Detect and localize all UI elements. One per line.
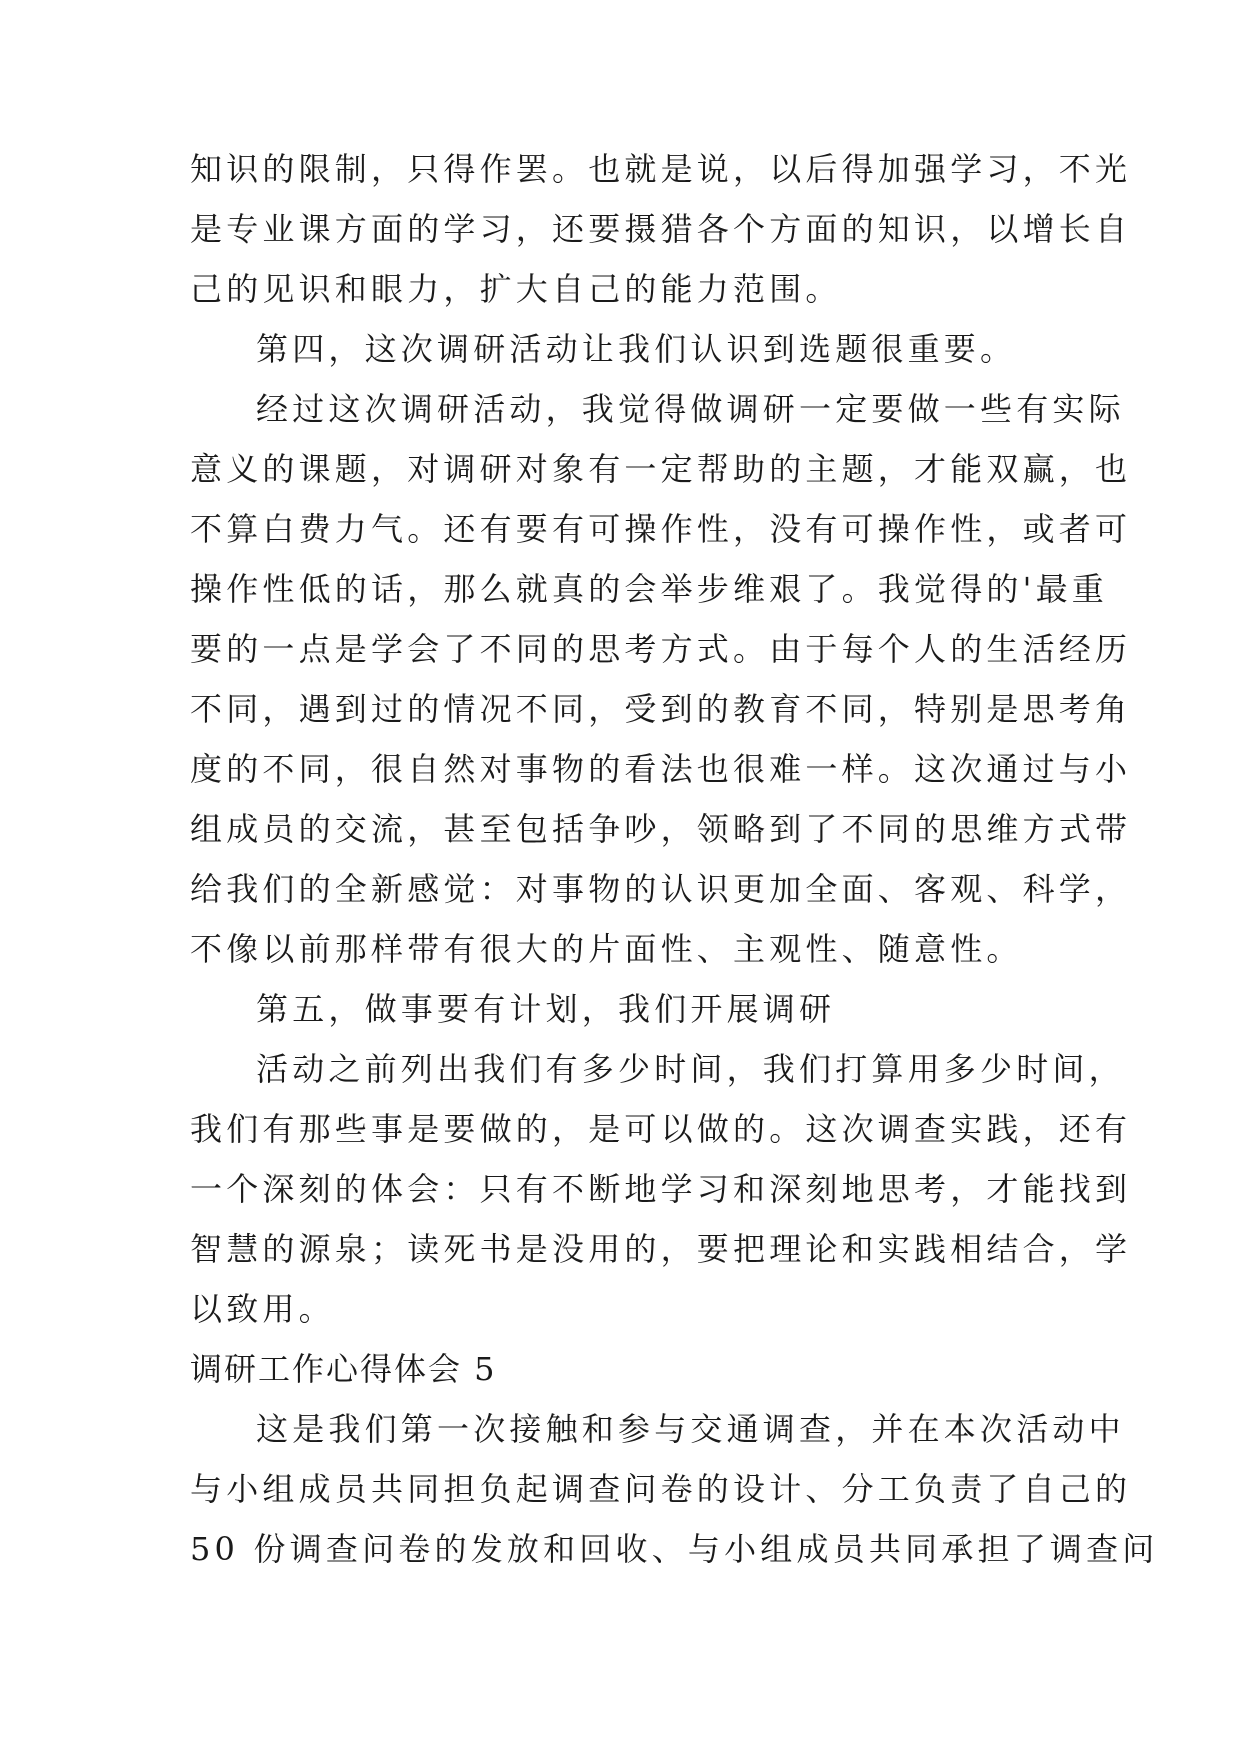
text-line: 不算白费力气。还有要有可操作性，没有可操作性，或者可	[190, 510, 1132, 548]
text-line: 意义的课题，对调研对象有一定帮助的主题，才能双赢，也	[190, 450, 1132, 488]
text-line: 要的一点是学会了不同的思考方式。由于每个人的生活经历	[190, 630, 1132, 668]
text-line: 经过这次调研活动，我觉得做调研一定要做一些有实际	[256, 390, 1125, 428]
text-line: 不同，遇到过的情况不同，受到的教育不同，特别是思考角	[190, 690, 1132, 728]
text-line: 己的见识和眼力，扩大自己的能力范围。	[190, 270, 842, 308]
text-line: 智慧的源泉；读死书是没用的，要把理论和实践相结合，学	[190, 1230, 1132, 1268]
text-line: 是专业课方面的学习，还要摄猎各个方面的知识，以增长自	[190, 210, 1132, 248]
text-line: 一个深刻的体会：只有不断地学习和深刻地思考，才能找到	[190, 1170, 1132, 1208]
section-heading-5: 第五，做事要有计划，我们开展调研	[256, 990, 836, 1028]
section-heading-4: 第四，这次调研活动让我们认识到选题很重要。	[256, 330, 1017, 368]
text-line: 度的不同，很自然对事物的看法也很难一样。这次通过与小	[190, 750, 1132, 788]
text-line: 50 份调查问卷的发放和回收、与小组成员共同承担了调查问	[190, 1530, 1159, 1568]
text-line: 不像以前那样带有很大的片面性、主观性、随意性。	[190, 930, 1023, 968]
text-line: 活动之前列出我们有多少时间，我们打算用多少时间，	[256, 1050, 1125, 1088]
text-line: 我们有那些事是要做的，是可以做的。这次调查实践，还有	[190, 1110, 1132, 1148]
text-line: 操作性低的话，那么就真的会举步维艰了。我觉得的'最重	[190, 570, 1108, 608]
text-line: 组成员的交流，甚至包括争吵，领略到了不同的思维方式带	[190, 810, 1132, 848]
text-line: 给我们的全新感觉：对事物的认识更加全面、客观、科学，	[190, 870, 1132, 908]
text-line: 知识的限制，只得作罢。也就是说，以后得加强学习，不光	[190, 150, 1132, 188]
text-line: 以致用。	[190, 1290, 335, 1328]
text-line: 这是我们第一次接触和参与交通调查，并在本次活动中	[256, 1410, 1125, 1448]
article-title: 调研工作心得体会 5	[190, 1350, 497, 1388]
text-line: 与小组成员共同担负起调查问卷的设计、分工负责了自己的	[190, 1470, 1132, 1508]
